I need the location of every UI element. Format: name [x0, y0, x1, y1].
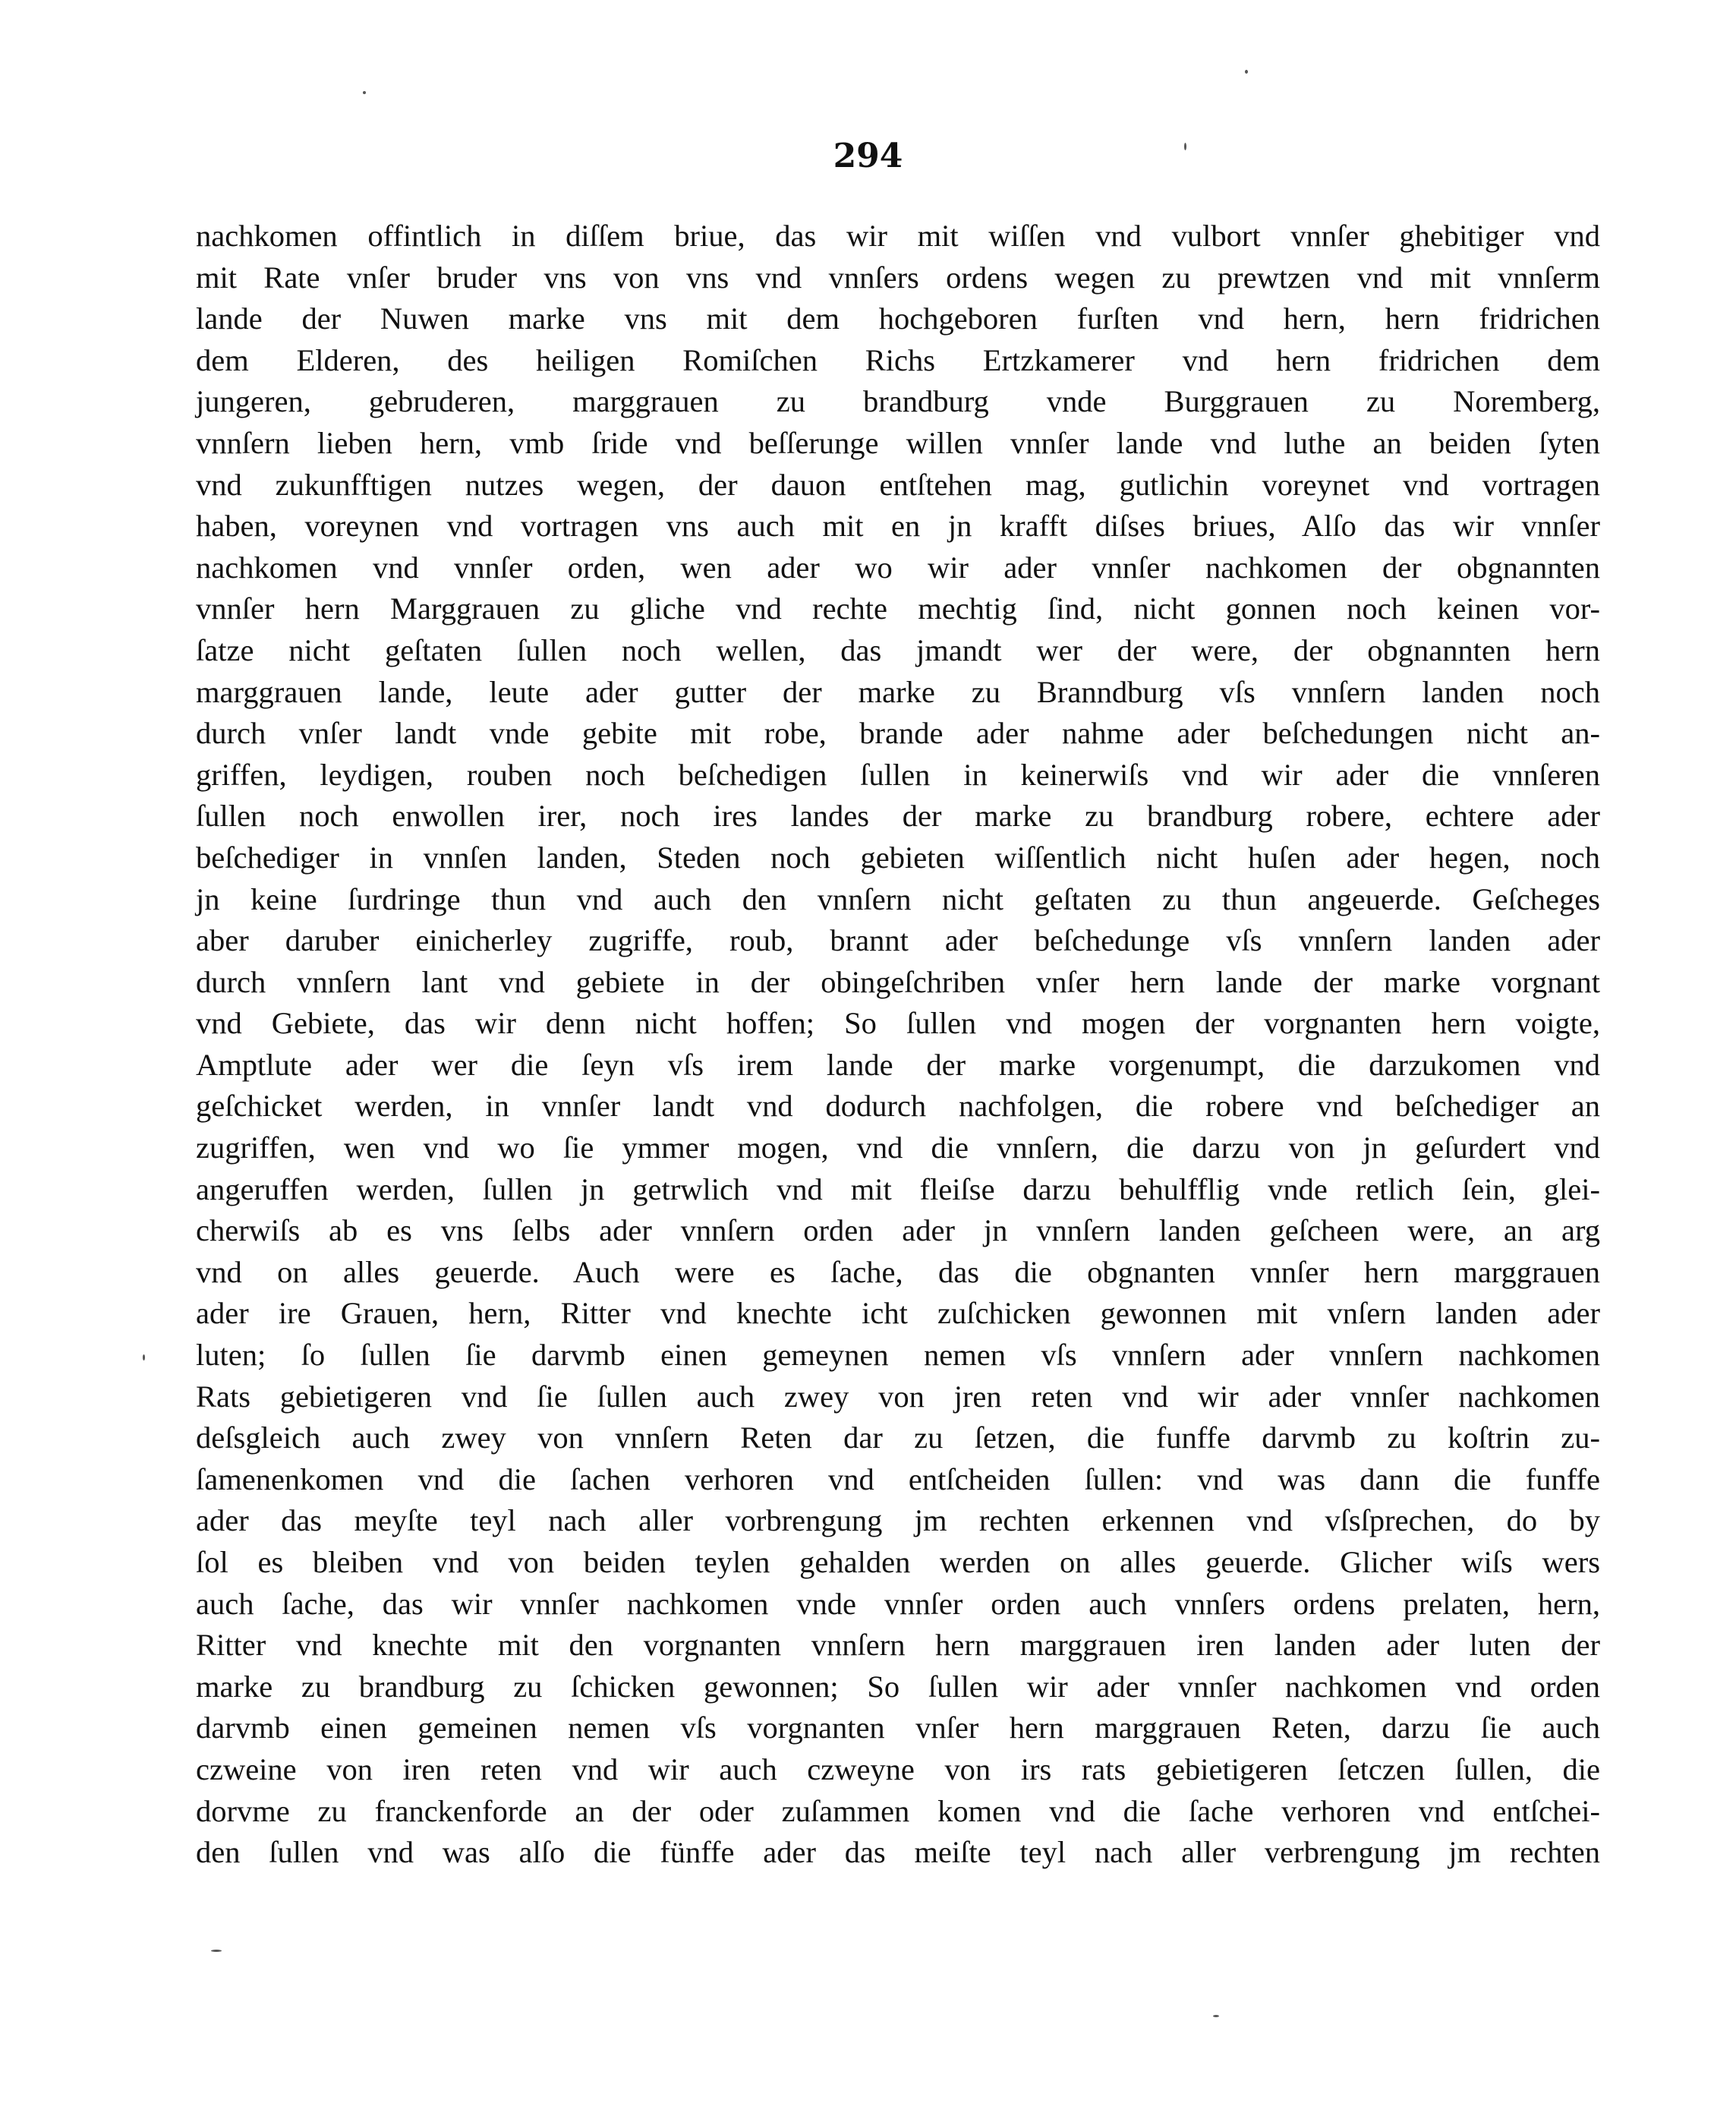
scan-speck: [143, 1354, 145, 1360]
page-number: 294: [833, 137, 903, 175]
text-line: vnnſer hern Marggrauen zu gliche vnd rechte mechtig ſind, nicht gonnen noch keinen vor-: [196, 591, 1600, 626]
scan-speck: [363, 91, 366, 94]
text-line: den ſullen vnd was alſo die fünffe ader das meiſte teyl nach aller verbrengung jm rechten: [196, 1835, 1600, 1870]
text-line: marggrauen lande, leute ader gutter der marke zu Branndburg vſs vnnſern landen noch: [196, 674, 1600, 709]
text-line: haben, voreynen vnd vortragen vns auch mit en jn krafft diſses briues, Alſo das wir vnnſer: [196, 509, 1600, 544]
text-line: ſol es bleiben vnd von beiden teylen gehalden werden on alles geuerde. Glicher wiſs wers: [196, 1545, 1600, 1579]
text-line: geſchicket werden, in vnnſer landt vnd dodurch nachfolgen, die robere vnd beſchediger an: [196, 1089, 1600, 1124]
text-line: ſatze nicht geſtaten ſullen noch wellen, das jmandt wer der were, der obgnannten hern: [196, 632, 1600, 667]
scan-speck: [1213, 2015, 1219, 2017]
text-line: griffen, leydigen, rouben noch beſchedigen ſullen in keinerwiſs vnd wir ader die vnnſeren: [196, 757, 1600, 792]
text-line: vnd Gebiete, das wir denn nicht hoffen; So ſullen vnd mogen der vorgnanten hern voigte,: [196, 1006, 1600, 1041]
text-line: luten; ſo ſullen ſie darvmb einen gemeynen nemen vſs vnnſern ader vnnſern nachkomen: [196, 1338, 1600, 1373]
text-line: czweine von iren reten vnd wir auch czweyne von irs rats gebietigeren ſetczen ſullen, die: [196, 1751, 1600, 1786]
text-line: vnd zukunfftigen nutzes wegen, der dauon entſtehen mag, gutlichin voreynet vnd vortragen: [196, 467, 1600, 502]
scan-speck: [211, 1950, 222, 1952]
text-line: vnd on alles geuerde. Auch were es ſache, das die obgnanten vnnſer hern marggrauen: [196, 1254, 1600, 1289]
text-line: angeruffen werden, ſullen jn getrwlich vnd mit fleiſse darzu behulfflig vnde retlich ſein, glei-: [196, 1171, 1600, 1206]
body-text: [196, 216, 1600, 1874]
text-line: zugriffen, wen vnd wo ſie ymmer mogen, vnd die vnnſern, die darzu von jn geſurdert vnd: [196, 1130, 1600, 1165]
text-line: Rats gebietigeren vnd ſie ſullen auch zwey von jren reten vnd wir ader vnnſer nachkomen: [196, 1379, 1600, 1414]
text-line: mit Rate vnſer bruder vns von vns vnd vnnſers ordens wegen zu prewtzen vnd mit vnnſerm: [196, 260, 1600, 295]
text-line: dem Elderen, des heiligen Romiſchen Richs Ertzkamerer vnd hern fridrichen dem: [196, 342, 1600, 377]
text-line: nachkomen vnd vnnſer orden, wen ader wo wir ader vnnſer nachkomen der obgnannten: [196, 550, 1600, 585]
text-line: vnnſern lieben hern, vmb ſride vnd beſſerunge willen vnnſer lande vnd luthe an beiden ſyten: [196, 425, 1600, 460]
scan-speck: [1245, 70, 1248, 74]
scan-speck: [1184, 143, 1186, 150]
text-line: lande der Nuwen marke vns mit dem hochgeboren furſten vnd hern, hern fridrichen: [196, 301, 1600, 336]
text-line: auch ſache, das wir vnnſer nachkomen vnde vnnſer orden auch vnnſers ordens prelaten, hern,: [196, 1586, 1600, 1621]
text-line: aber daruber einicherley zugriffe, roub, brannt ader beſchedunge vſs vnnſern landen ader: [196, 923, 1600, 958]
text-line: darvmb einen gemeinen nemen vſs vorgnanten vnſer hern marggrauen Reten, darzu ſie auch: [196, 1710, 1600, 1745]
text-line: jungeren, gebruderen, marggrauen zu brandburg vnde Burggrauen zu Noremberg,: [196, 384, 1600, 419]
text-line: dorvme zu franckenforde an der oder zuſammen komen vnd die ſache verhoren vnd entſchei-: [196, 1793, 1600, 1828]
text-line: nachkomen offintlich in diſſem briue, das wir mit wiſſen vnd vulbort vnnſer ghebitiger vnd: [196, 219, 1600, 253]
text-line: jn keine ſurdringe thun vnd auch den vnnſern nicht geſtaten zu thun angeuerde. Geſcheges: [196, 881, 1600, 916]
text-line: durch vnſer landt vnde gebite mit robe, brande ader nahme ader beſchedungen nicht an-: [196, 716, 1600, 751]
text-line: beſchediger in vnnſen landen, Steden noch gebieten wiſſentlich nicht huſen ader hegen, noch: [196, 840, 1600, 875]
text-line: marke zu brandburg zu ſchicken gewonnen; So ſullen wir ader vnnſer nachkomen vnd orden: [196, 1669, 1600, 1704]
text-line: ader ire Grauen, hern, Ritter vnd knechte icht zuſchicken gewonnen mit vnſern landen ader: [196, 1296, 1600, 1331]
text-line: Ritter vnd knechte mit den vorgnanten vnnſern hern marggrauen iren landen ader luten der: [196, 1628, 1600, 1663]
text-line: Amptlute ader wer die ſeyn vſs irem lande der marke vorgenumpt, die darzukomen vnd: [196, 1047, 1600, 1082]
text-line: cherwiſs ab es vns ſelbs ader vnnſern orden ader jn vnnſern landen geſcheen were, an arg: [196, 1213, 1600, 1248]
text-line: ſullen noch enwollen irer, noch ires landes der marke zu brandburg robere, echtere ader: [196, 799, 1600, 834]
text-line: ader das meyſte teyl nach aller vorbrengung jm rechten erkennen vnd vſsſprechen, do by: [196, 1503, 1600, 1538]
text-line: durch vnnſern lant vnd gebiete in der obingeſchriben vnſer hern lande der marke vorgnant: [196, 964, 1600, 999]
text-line: ſamenenkomen vnd die ſachen verhoren vnd entſcheiden ſullen: vnd was dann die funffe: [196, 1461, 1600, 1496]
text-line: deſsgleich auch zwey von vnnſern Reten dar zu ſetzen, die funffe darvmb zu koſtrin zu-: [196, 1420, 1600, 1455]
